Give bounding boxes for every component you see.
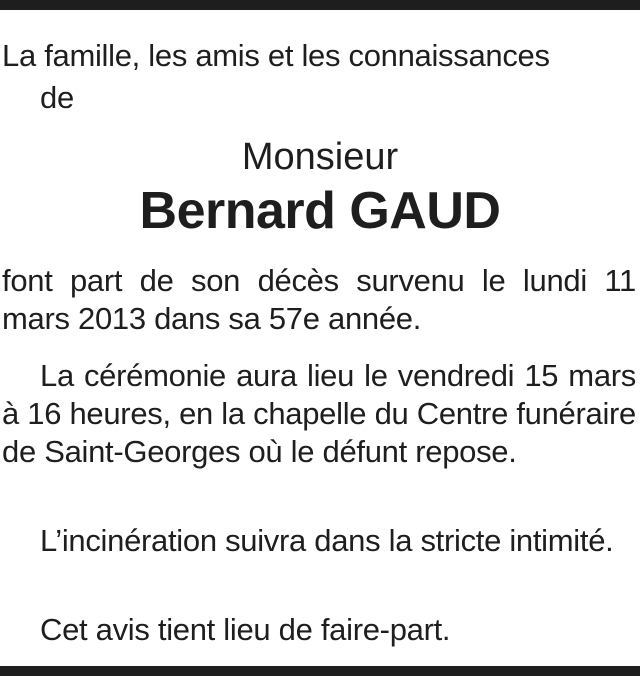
ceremony-paragraph: La cérémonie aura lieu le vendredi 15 mars à 16 heures, en la chapelle du Centre funéraire de Saint-Georges où le défunt repose. xyxy=(2,358,636,469)
intro-line-1: La famille, les amis et les connaissances xyxy=(2,38,550,73)
deceased-name: Bernard GAUD xyxy=(139,182,501,240)
bottom-border-rule xyxy=(0,666,640,676)
top-border-rule xyxy=(0,0,640,10)
announcement-paragraph: font part de son décès survenu le lundi 11 mars 2013 dans sa 57e année. xyxy=(2,263,636,336)
deceased-honorific: Monsieur xyxy=(241,136,399,178)
cremation-paragraph: L’incinération suivra dans la stricte intimité. xyxy=(40,523,614,558)
intro-line-2: de xyxy=(40,80,74,115)
closing-paragraph: Cet avis tient lieu de faire-part. xyxy=(40,612,451,647)
